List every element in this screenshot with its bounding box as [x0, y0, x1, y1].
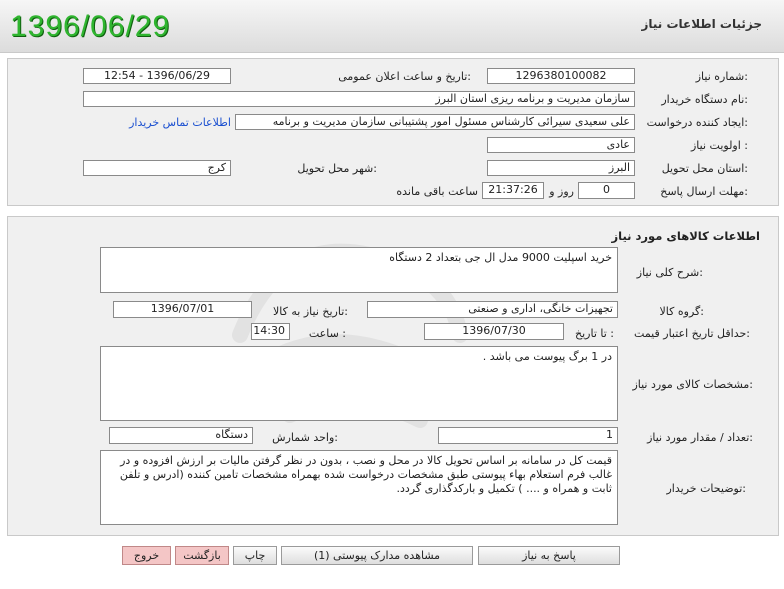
buyer-org-field: سازمان مدیریت و برنامه ریزی استان البرز — [83, 91, 635, 107]
priority-label: اولویت نیاز : — [690, 139, 748, 152]
qty-field: 1 — [438, 427, 618, 444]
days-field: 0 — [578, 182, 635, 199]
summary-label: شرح کلی نیاز: — [636, 266, 703, 279]
until-date-field: 1396/07/30 — [424, 323, 564, 340]
time-label: ساعت : — [308, 327, 346, 340]
header-date: 1396/06/29 — [10, 10, 171, 43]
until-date-label: تا تاریخ : — [575, 327, 614, 340]
need-date-label: تاریخ نیاز به کالا: — [273, 305, 348, 318]
deadline-label: مهلت ارسال پاسخ: — [660, 185, 748, 198]
header-bar — [0, 0, 784, 53]
exit-button[interactable]: خروج — [122, 546, 171, 565]
back-button[interactable]: بازگشت — [175, 546, 229, 565]
province-label: استان محل تحویل: — [661, 162, 748, 175]
days-suffix: روز و — [549, 185, 574, 198]
priority-field: عادی — [487, 137, 635, 153]
page-title: جزئیات اطلاعات نیاز — [641, 17, 762, 31]
city-label: شهر محل تحویل: — [297, 162, 377, 175]
print-button[interactable]: چاپ — [233, 546, 277, 565]
announce-label: تاریخ و ساعت اعلان عمومی: — [338, 70, 471, 83]
specs-label: مشخصات کالای مورد نیاز: — [632, 378, 753, 391]
group-field: تجهیزات خانگی، اداری و صنعتی — [367, 301, 618, 318]
unit-field: دستگاه — [109, 427, 253, 444]
specs-field: در 1 برگ پیوست می باشد . — [100, 346, 618, 421]
unit-label: واحد شمارش: — [272, 431, 338, 444]
time-left-suffix: ساعت باقی مانده — [396, 185, 478, 198]
notes-label: توضیحات خریدار: — [666, 482, 746, 495]
min-validity-label: حداقل تاریخ اعتبار قیمت: — [634, 327, 750, 340]
need-number-label: شماره نیاز: — [695, 70, 748, 83]
attachments-button[interactable]: مشاهده مدارک پیوستی (1) — [281, 546, 473, 565]
need-number-field: 1296380100082 — [487, 68, 635, 84]
announce-field: 1396/06/29 - 12:54 — [83, 68, 231, 84]
province-field: البرز — [487, 160, 635, 176]
creator-field: علی سعیدی سیرائی کارشناس مسئول امور پشتیبانی سازمان مدیریت و برنامه — [235, 114, 635, 130]
goods-section-title: اطلاعات کالاهای مورد نیاز — [611, 229, 760, 243]
group-label: گروه کالا: — [659, 305, 704, 318]
notes-field: قیمت کل در سامانه بر اساس تحویل کالا در محل و نصب ، بدون در نظر گرفتن مالیات بر ارزش افزوده و در غالب فرم استعلام بهاء پیوستی طبق مشخصات درخواست شده بهمراه مشخصات تامین کننده (ادرس و تلفن ثابت و همراه و .... ) تکمیل و بارکدگذاری گردد. — [100, 450, 618, 525]
city-field: کرج — [83, 160, 231, 176]
qty-label: تعداد / مقدار مورد نیاز: — [647, 431, 753, 444]
need-date-field: 1396/07/01 — [113, 301, 252, 318]
creator-label: ایجاد کننده درخواست: — [646, 116, 748, 129]
time-field: 14:30 — [251, 323, 290, 340]
buyer-org-label: نام دستگاه خریدار: — [661, 93, 748, 106]
reply-button[interactable]: پاسخ به نیاز — [478, 546, 620, 565]
time-left-field: 21:37:26 — [482, 182, 544, 199]
summary-field: خرید اسپلیت 9000 مدل ال جی بتعداد 2 دستگاه — [100, 247, 618, 293]
contact-buyer-link[interactable]: اطلاعات تماس خریدار — [129, 116, 231, 129]
